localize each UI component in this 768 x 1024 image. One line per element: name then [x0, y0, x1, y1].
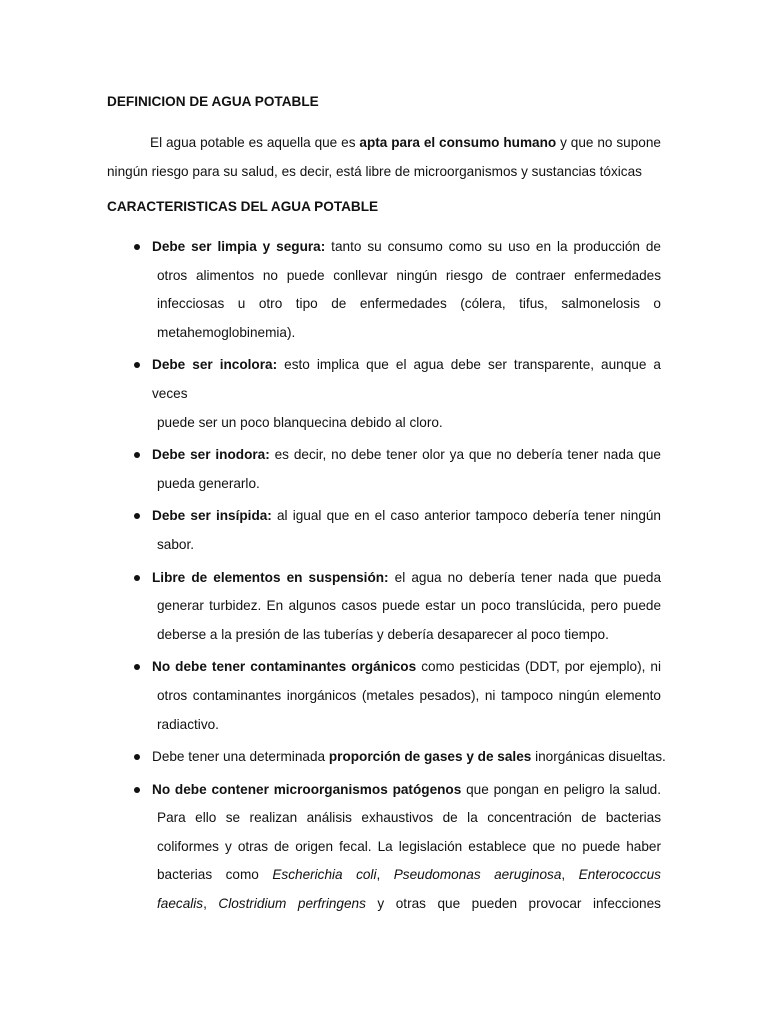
list-item-text: es decir, no debe tener olor ya que no debería tener nada que: [269, 447, 661, 463]
list-item-bold: Debe ser limpia y segura:: [152, 239, 326, 254]
list-item-body: [152, 233, 661, 347]
intro-text-3: ningún riesgo para su salud, es decir, está libre de microorganismos y sustancias tóxicas: [107, 164, 642, 179]
list-item: [107, 351, 661, 437]
list-item-line: [152, 441, 661, 470]
species-name: faecalis: [157, 896, 204, 912]
heading-characteristics: CARACTERISTICAS DEL AGUA POTABLE: [107, 199, 379, 214]
list-item-body: [152, 653, 661, 739]
species-name: Escherichia coli: [272, 867, 377, 883]
intro-line-1: [107, 128, 661, 157]
species-name: Clostridium perfringens: [218, 896, 366, 912]
list-item-text: ,: [376, 867, 394, 883]
intro-paragraph: [107, 128, 661, 186]
list-item-body: [152, 441, 661, 498]
list-item-line: [157, 890, 661, 919]
list-item-text: tanto su consumo como su uso en la producción de: [325, 239, 661, 254]
list-item: [107, 441, 661, 498]
list-item-line: deberse a la presión de las tuberías y debería desaparecer al poco tiempo.: [157, 626, 609, 642]
list-item: [107, 233, 661, 347]
list-item-line: sabor.: [157, 536, 195, 552]
list-item-bold: Debe ser incolora:: [152, 357, 278, 373]
list-item-text: ,: [203, 896, 219, 912]
list-item-line: Para ello se realizan análisis exhaustivos de la concentración de bacterias: [157, 810, 661, 826]
list-item-text: ,: [561, 867, 579, 883]
list-item-line: coliformes y otras de origen fecal. La legislación establece que no puede haber: [157, 838, 661, 854]
list-item-line: metahemoglobinemia).: [157, 324, 296, 340]
list-item-text: que pongan en peligro la salud.: [461, 781, 661, 797]
list-item-line: pueda generarlo.: [157, 475, 260, 491]
intro-text-1: El agua potable es aquella que es: [150, 135, 360, 150]
list-item: [107, 502, 661, 559]
list-item-body: [152, 502, 661, 559]
list-item-bold: proporción de gases y de sales: [328, 749, 532, 765]
list-item-text: Debe tener una determinada: [152, 749, 329, 765]
list-item-body: [152, 351, 661, 437]
list-item: [107, 776, 661, 919]
list-item-bold: No debe tener contaminantes orgánicos: [152, 659, 417, 675]
bullet-icon: [131, 502, 145, 531]
list-item-line: [152, 502, 661, 531]
list-item-line: otros contaminantes inorgánicos (metales pesados), ni tampoco ningún elemento: [157, 687, 661, 703]
list-item-line: [152, 776, 661, 805]
bullet-icon: [131, 233, 145, 262]
list-item-line: otros alimentos no puede conllevar ningún riesgo de contraer enfermedades: [157, 267, 661, 283]
intro-text-2: y que no supone: [556, 135, 661, 150]
list-item-body: [152, 776, 661, 919]
list-item-line: [152, 743, 666, 772]
list-item-text: al igual que en el caso anterior tampoco debería tener ningún: [271, 508, 661, 524]
list-item-bold: Debe ser inodora:: [152, 447, 270, 463]
list-item: [107, 653, 661, 739]
list-item-text: y otras que pueden provocar infecciones: [365, 896, 661, 912]
characteristics-list: [107, 233, 666, 923]
list-item-line: [152, 351, 661, 408]
list-item-body: [152, 743, 666, 772]
bullet-icon: [131, 743, 145, 772]
list-item-line: radiactivo.: [157, 716, 219, 732]
intro-line-2: [107, 157, 661, 186]
list-item-line: generar turbidez. En algunos casos puede estar un poco translúcida, pero puede: [157, 598, 661, 614]
species-name: Enterococcus: [578, 867, 661, 883]
list-item: [107, 743, 666, 772]
list-item-line: infecciosas u otro tipo de enfermedades (cólera, tifus, salmonelosis o: [157, 296, 661, 312]
list-item: [107, 564, 661, 650]
list-item-line: [157, 861, 661, 890]
list-item-bold: Libre de elementos en suspensión:: [152, 569, 389, 585]
bullet-icon: [131, 441, 145, 470]
list-item-body: [152, 564, 661, 650]
list-item-bold: Debe ser insípida:: [152, 508, 272, 524]
list-item-text: bacterias como: [157, 867, 273, 883]
species-name: Pseudomonas aeruginosa: [393, 867, 562, 883]
list-item-text: esto implica que el agua debe ser transparente, aunque a veces: [152, 357, 661, 401]
list-item-bold: No debe contener microorganismos patógenos: [152, 781, 462, 797]
list-item-line: [152, 564, 661, 593]
bullet-icon: [131, 564, 145, 593]
intro-bold: apta para el consumo humano: [359, 135, 557, 150]
bullet-icon: [131, 351, 145, 380]
list-item-line: [152, 233, 661, 262]
heading-definition: DEFINICION DE AGUA POTABLE: [107, 94, 319, 109]
bullet-icon: [131, 653, 145, 682]
list-item-line: [152, 653, 661, 682]
list-item-text: como pesticidas (DDT, por ejemplo), ni: [416, 659, 661, 675]
list-item-line: puede ser un poco blanquecina debido al cloro.: [157, 414, 443, 430]
list-item-text: el agua no debería tener nada que pueda: [388, 569, 661, 585]
list-item-text: inorgánicas disueltas.: [531, 749, 666, 765]
bullet-icon: [131, 776, 145, 805]
